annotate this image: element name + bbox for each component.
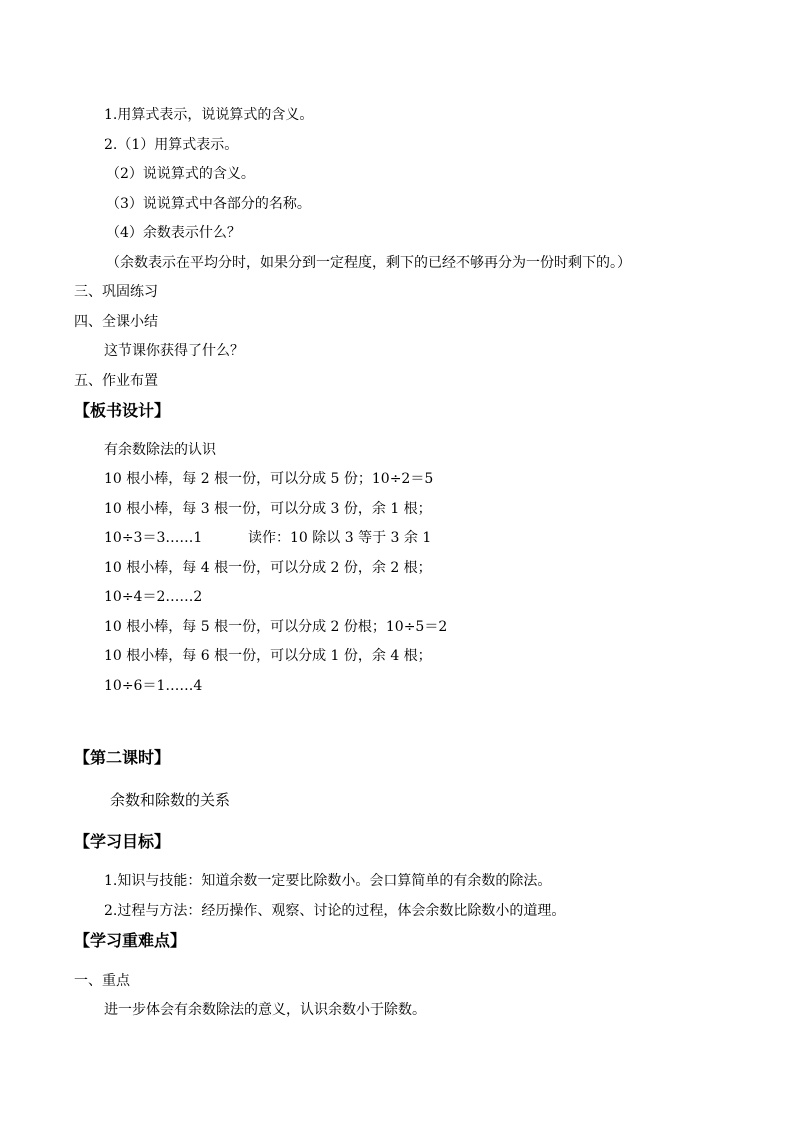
- text-line: 1.用算式表示，说说算式的含义。: [104, 107, 314, 123]
- text-line: （3）说说算式中各部分的名称。: [106, 196, 311, 212]
- text-line: （2）说说算式的含义。: [106, 166, 255, 182]
- board-line: 10 根小棒，每 5 根一份，可以分成 2 份根；10÷5＝2: [104, 619, 448, 635]
- text-line: （余数表示在平均分时，如果分到一定程度，剩下的已经不够再分为一份时剩下的。）: [106, 255, 631, 271]
- board-line: 10÷6＝1……4: [104, 678, 203, 694]
- bold-heading: 【学习重难点】: [74, 931, 187, 950]
- text-line: 1.知识与技能：知道余数一定要比除数小。会口算简单的有余数的除法。: [104, 873, 552, 889]
- board-title: 有余数除法的认识: [104, 442, 216, 458]
- bold-heading: 【第二课时】: [74, 748, 171, 767]
- board-line: 10 根小棒，每 3 根一份，可以分成 3 份，余 1 根；: [104, 501, 432, 517]
- text-line: 这节课你获得了什么？: [104, 343, 244, 359]
- text-line: 进一步体会有余数除法的意义，认识余数小于除数。: [104, 1002, 426, 1018]
- board-line-reading: 读作：10 除以 3 等于 3 余 1: [248, 530, 432, 546]
- board-line: 10 根小棒，每 2 根一份，可以分成 5 份；10÷2＝5: [104, 471, 434, 487]
- bold-heading: 【板书设计】: [74, 401, 171, 420]
- text-line: （4）余数表示什么？: [106, 225, 241, 241]
- board-line: 10÷3＝3……1: [104, 530, 203, 546]
- bold-heading: 【学习目标】: [74, 832, 171, 851]
- board-line: 10÷4＝2……2: [104, 589, 203, 605]
- section-heading: 四、全课小结: [74, 314, 158, 330]
- text-line: 2.过程与方法：经历操作、观察、讨论的过程，体会余数比除数小的道理。: [104, 903, 566, 919]
- text-line: 2.（1）用算式表示。: [104, 137, 239, 153]
- section-heading: 五、作业布置: [74, 373, 158, 389]
- section-heading: 三、巩固练习: [74, 284, 158, 300]
- board-line: 10 根小棒，每 6 根一份，可以分成 1 份，余 4 根；: [104, 648, 432, 664]
- section-heading: 一、重点: [74, 973, 130, 989]
- board-line: 10 根小棒，每 4 根一份，可以分成 2 份，余 2 根；: [104, 560, 432, 576]
- lesson-title: 余数和除数的关系: [110, 791, 231, 809]
